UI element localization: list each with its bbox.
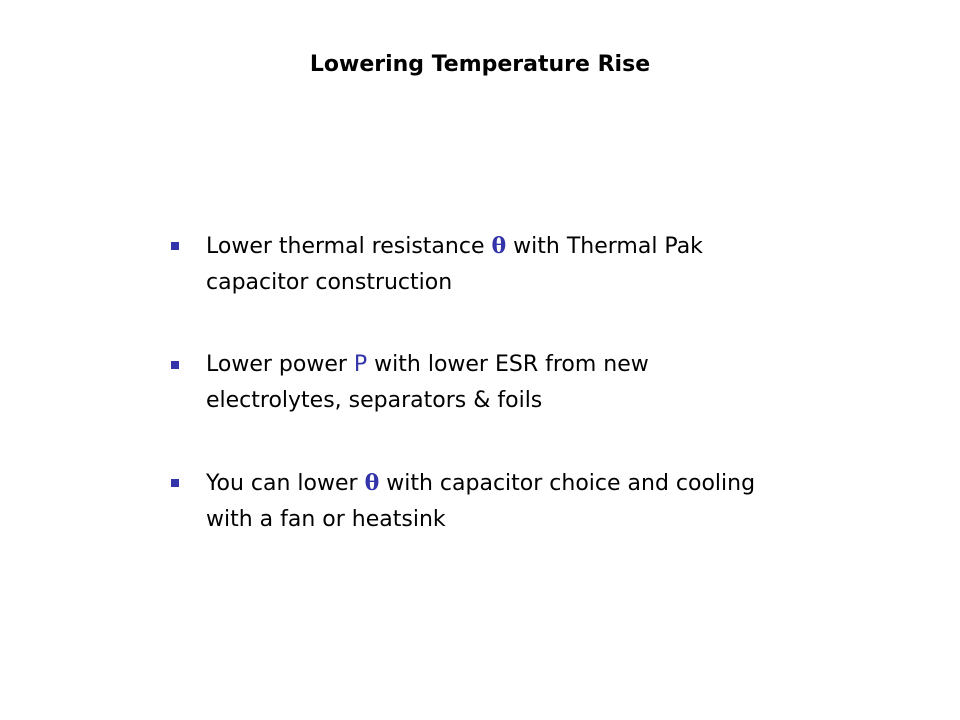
bullet-text-line2: with a fan or heatsink [206,507,446,532]
bullet-text-suffix: with capacitor choice and cooling [379,471,756,496]
bullet-text-prefix: Lower power [206,352,354,377]
bullet-item-lower-power [168,347,868,419]
square-bullet-icon [171,242,179,250]
square-bullet-icon [171,479,179,487]
slide-title: Lowering Temperature Rise [309,52,651,77]
bullet-item-capacitor-choice [168,465,868,538]
theta-symbol: θ [364,470,380,496]
bullet-text-suffix: with Thermal Pak [506,234,703,259]
bullet-text-prefix: You can lower [206,471,365,496]
bullet-item-thermal-resistance [168,228,868,301]
bullet-text-prefix: Lower thermal resistance [206,234,492,259]
square-bullet-icon [171,361,179,369]
bullet-text-line2: capacitor construction [206,270,453,295]
theta-symbol: θ [491,233,507,259]
bullet-list [168,228,868,584]
power-symbol: P [353,352,368,377]
bullet-text-line2: electrolytes, separators & foils [206,388,543,413]
bullet-text-suffix: with lower ESR from new [367,352,649,377]
